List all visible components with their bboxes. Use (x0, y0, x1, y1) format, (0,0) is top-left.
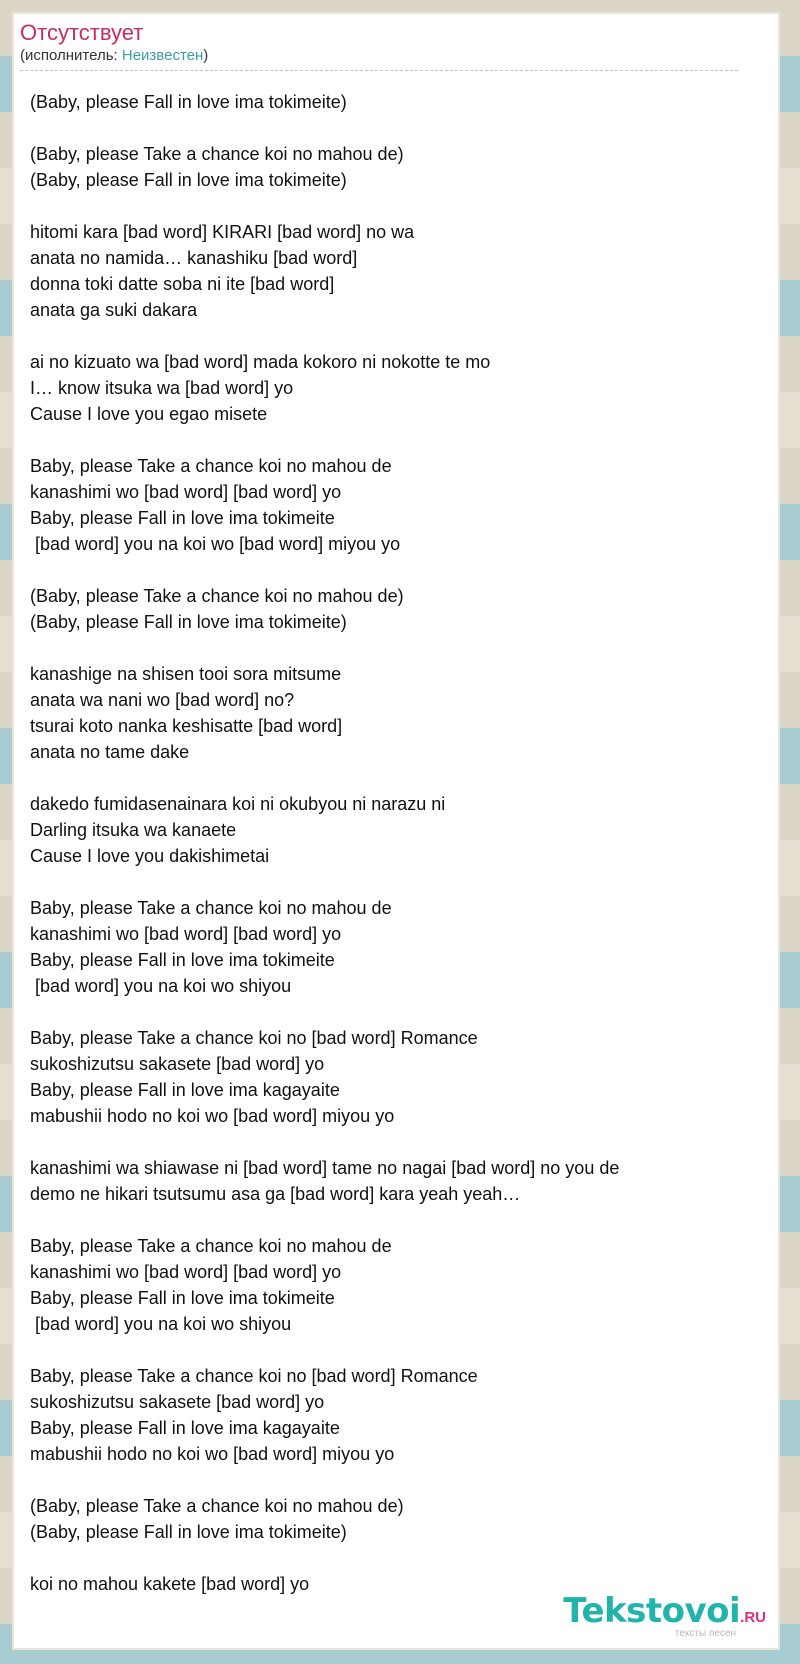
artist-line (20, 46, 738, 66)
logo-name: Tekstovoi (563, 1591, 741, 1631)
song-title: Отсутствует (20, 20, 144, 45)
artist-link[interactable]: Неизвестен (121, 47, 204, 64)
song-header (20, 20, 738, 71)
logo-wordmark (563, 1591, 766, 1631)
artist-prefix: (исполнитель: (20, 47, 122, 64)
lyrics-text: (Baby, please Fall in love ima tokimeite) (Baby, please Take a chance koi no mahou de) (Baby, please Fall in love ima tokimeite) hitomi kara [bad word] KIRARI [bad word] no wa anata no namida… kanashiku [bad word] donna toki datte soba ni ite [bad word] anata ga suki dakara ai no kizuato wa [bad word] mada kokoro ni nokotte te mo I… know itsuka wa [bad word] yo Cause I love you egao misete Baby, please Take a chance koi no mahou de kanashimi wo [bad word] [bad word] yo Baby, please Fall in love ima tokimeite [bad word] you na koi wo [bad word] miyou yo (Baby, please Take a chance koi no mahou de) (Baby, please Fall in love ima tokimeite) kanashige na shisen tooi sora mitsume anata wa nani wo [bad word] no? tsurai koto nanka keshisatte [bad word] anata no tame dake dakedo fumidasenainara koi ni okubyou ni narazu ni Darling itsuka wa kanaete Cause I love you dakishimetai Baby, please Take a chance koi no mahou de kanashimi wo [bad word] [bad word] yo Baby, please Fall in love ima tokimeite [bad word] you na koi wo shiyou Baby, please Take a chance koi no [bad word] Romance sukoshizutsu sakasete [bad word] yo Baby, please Fall in love ima kagayaite mabushii hodo no koi wo [bad word] miyou yo kanashimi wa shiawase ni [bad word] tame no nagai [bad word] no you de demo ne hikari tsutsumu asa ga [bad word] kara yeah yeah… Baby, please Take a chance koi no mahou de kanashimi wo [bad word] [bad word] yo Baby, please Fall in love ima tokimeite [bad word] you na koi wo shiyou Baby, please Take a chance koi no [bad word] Romance sukoshizutsu sakasete [bad word] yo Baby, please Fall in love ima kagayaite mabushii hodo no koi wo [bad word] miyou yo (Baby, please Take a chance koi no mahou de) (Baby, please Fall in love ima tokimeite) koi no mahou kakete [bad word] yo (30, 92, 620, 1594)
logo-tld: .RU (740, 1609, 766, 1626)
logo-tagline: тексты песен (674, 1628, 736, 1639)
site-logo[interactable] (563, 1591, 766, 1640)
artist-suffix: ) (203, 47, 209, 64)
